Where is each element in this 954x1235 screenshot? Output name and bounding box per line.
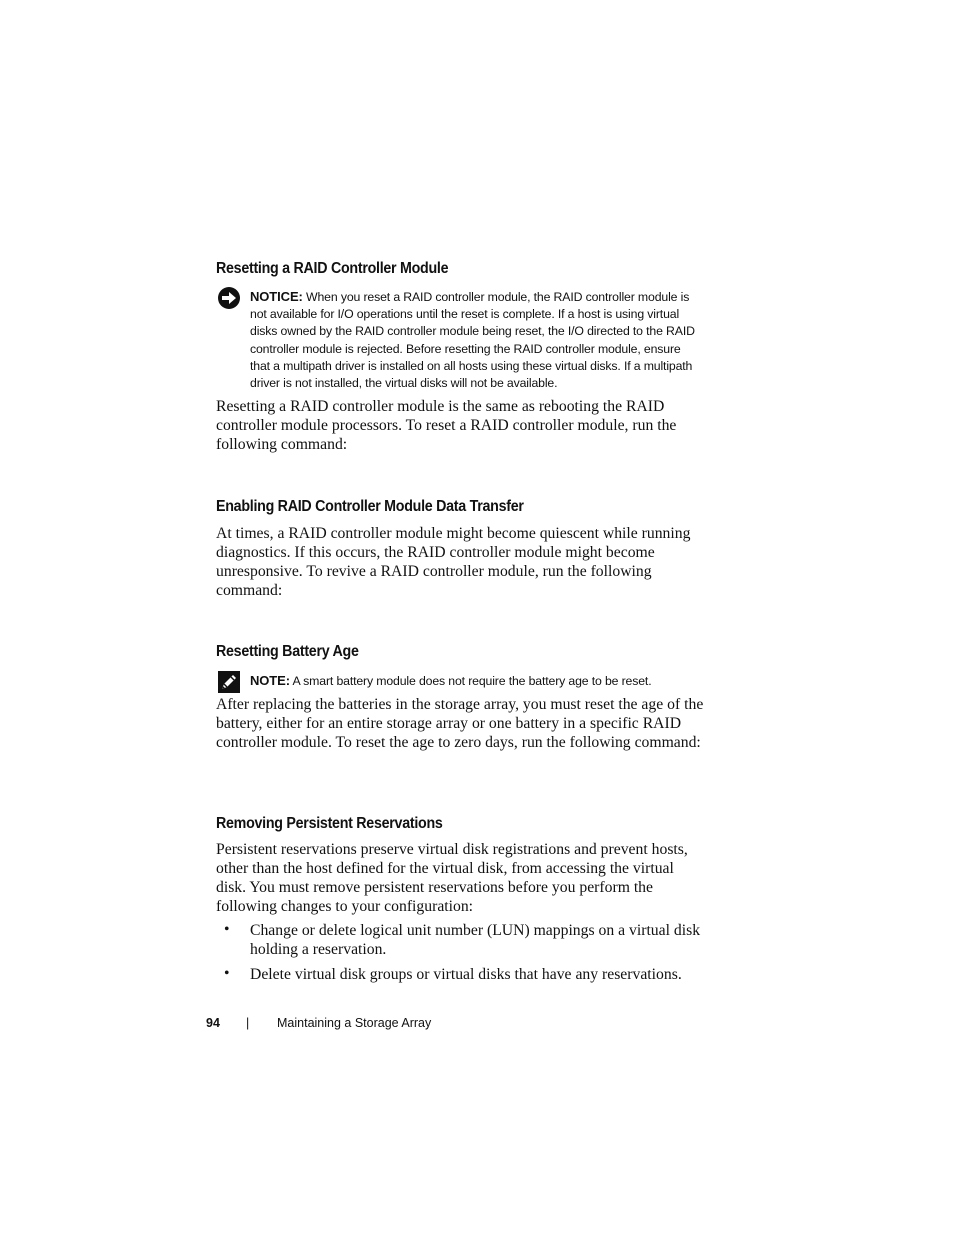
bullet-marker: • bbox=[224, 921, 230, 938]
paragraph-line: unresponsive. To revive a RAID controller module, run the following bbox=[216, 563, 652, 580]
paragraph-line: controller module processors. To reset a RAID controller module, run the bbox=[216, 417, 677, 434]
page-number: 94 bbox=[206, 1016, 220, 1030]
paragraph-line: Persistent reservations preserve virtual disk registrations and prevent hosts, bbox=[216, 841, 688, 858]
notice-line: that a multipath driver is installed on all hosts using these virtual disks. If a multipath bbox=[250, 358, 693, 373]
paragraph-line: After replacing the batteries in the storage array, you must reset the age of the bbox=[216, 696, 704, 713]
notice-line: disks owned by the RAID controller module being reset, the I/O directed to the RAID bbox=[250, 324, 695, 339]
list-item bbox=[250, 921, 740, 959]
note-block bbox=[250, 672, 730, 690]
list-item-line: Change or delete logical unit number (LUN) mappings on a virtual disk bbox=[250, 922, 701, 939]
heading-reset-controller: Resetting a RAID Controller Module bbox=[216, 260, 449, 277]
paragraph-line: controller module. To reset the age to zero days, run the following command: bbox=[216, 734, 701, 751]
notice-line: controller module is rejected. Before resetting the RAID controller module, ensure bbox=[250, 341, 681, 356]
paragraph-reset-controller bbox=[216, 397, 736, 454]
notice-icon bbox=[217, 286, 241, 310]
note-pencil-icon bbox=[218, 671, 240, 693]
list-item-line: holding a reservation. bbox=[250, 941, 387, 958]
notice-line: driver is not installed, the virtual disks will not be available. bbox=[250, 376, 558, 391]
heading-persistent-reservations: Removing Persistent Reservations bbox=[216, 815, 443, 832]
paragraph-line: diagnostics. If this occurs, the RAID controller module might become bbox=[216, 544, 655, 561]
paragraph-battery-age bbox=[216, 695, 736, 752]
footer-separator: | bbox=[246, 1016, 250, 1030]
paragraph-line: disk. You must remove persistent reservations before you perform the bbox=[216, 879, 653, 896]
note-text: A smart battery module does not require the battery age to be reset. bbox=[292, 674, 652, 688]
notice-line: When you reset a RAID controller module, the RAID controller module is bbox=[306, 290, 690, 304]
notice-label: NOTICE: bbox=[250, 289, 303, 304]
paragraph-line: following command: bbox=[216, 436, 348, 453]
list-item-line: Delete virtual disk groups or virtual disks that have any reservations. bbox=[250, 966, 682, 983]
heading-enable-transfer: Enabling RAID Controller Module Data Transfer bbox=[216, 498, 524, 515]
paragraph-line: At times, a RAID controller module might become quiescent while running bbox=[216, 525, 691, 542]
paragraph-line: command: bbox=[216, 582, 283, 599]
note-label: NOTE: bbox=[250, 673, 290, 688]
notice-line: not available for I/O operations until the reset is complete. If a host is using virtual bbox=[250, 307, 680, 322]
list-item bbox=[250, 965, 740, 984]
paragraph-enable-transfer bbox=[216, 524, 736, 600]
bullet-marker: • bbox=[224, 965, 230, 982]
paragraph-line: following changes to your configuration: bbox=[216, 898, 474, 915]
paragraph-line: Resetting a RAID controller module is the same as rebooting the RAID bbox=[216, 398, 665, 415]
paragraph-persistent bbox=[216, 840, 736, 916]
heading-battery-age: Resetting Battery Age bbox=[216, 643, 359, 660]
paragraph-line: other than the host defined for the virtual disk, from accessing the virtual bbox=[216, 860, 674, 877]
paragraph-line: battery, either for an entire storage array or one battery in a specific RAID bbox=[216, 715, 682, 732]
chapter-title: Maintaining a Storage Array bbox=[277, 1016, 432, 1030]
notice-block bbox=[250, 288, 730, 392]
